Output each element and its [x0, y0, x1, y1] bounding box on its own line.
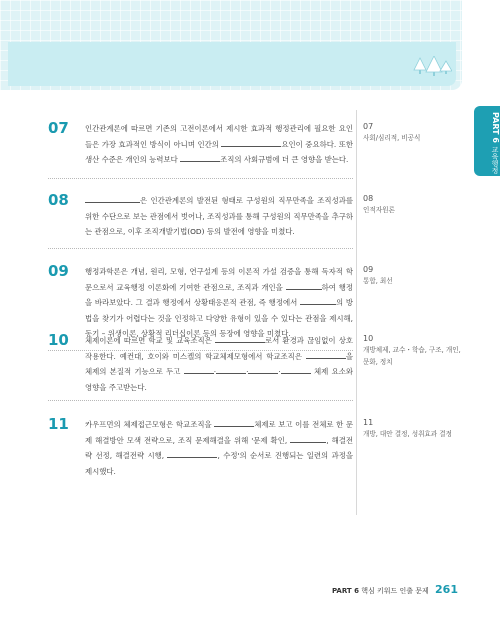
answer-number: 11 [363, 418, 374, 427]
question-divider [48, 400, 353, 401]
pine-trees-icon [412, 56, 452, 78]
question-number: 10 [48, 331, 69, 349]
answer-blank[interactable] [290, 434, 326, 443]
answer-number: 10 [363, 334, 374, 343]
answer-08 [363, 193, 463, 216]
answer-blank[interactable] [214, 418, 254, 427]
header-banner-panel [8, 42, 456, 86]
side-tab-part: PART 6 [491, 112, 500, 143]
page-number: 261 [435, 583, 458, 596]
question-number: 07 [48, 119, 69, 137]
question-text: 카우프먼의 체제접근모형은 학교조직을 체제로 보고 이를 전체로 한 문제 해결방안 모색 전략으로, 조직 문제해결을 위해 '문제 확인, , 해결전략 선정, 해결전략 시행, , 수정'의 순서로 진행되는 일련의 과정을 제시했다. [85, 420, 354, 476]
answer-blank[interactable] [180, 153, 220, 162]
answer-number: 07 [363, 122, 374, 131]
page-footer [332, 583, 458, 596]
question-divider [48, 248, 353, 249]
answer-07 [363, 121, 463, 144]
answer-blank[interactable] [281, 365, 311, 374]
answer-blank[interactable] [85, 194, 140, 203]
footer-label: 핵심 키워드 인출 문제 [361, 587, 429, 595]
answer-text: 개방체제, 교수・학습, 구조, 개인, 문화, 정치 [363, 346, 461, 366]
question-number: 09 [48, 262, 69, 280]
answer-text: 개방, 대안 결정, 성취효과 결정 [363, 430, 453, 438]
question-text: 은 인간관계론의 발전된 형태로 구성원의 직무만족을 조직성과를 위한 수단으로 보는 관점에서 벗어나, 조직성과를 통해 구성원의 직무만족을 추구하는 관점으로, 이후 조직개발기법(OD) 등의 발전에 영향을 미쳤다. [85, 196, 353, 236]
answer-text: 통합, 최선 [363, 277, 393, 285]
header-banner [0, 0, 462, 90]
answer-10 [363, 333, 463, 368]
question-number: 08 [48, 191, 69, 209]
answer-blank[interactable] [221, 138, 281, 147]
question-number: 11 [48, 415, 69, 433]
answer-11 [363, 417, 463, 440]
answer-blank[interactable] [215, 334, 265, 343]
answer-text: 사회/심리적, 비공식 [363, 134, 421, 142]
question-text: 인간관계론에 따르면 기존의 고전이론에서 제시한 효과적 행정관리에 필요한 요인들은 가장 효과적인 방식이 아니며 인간의 요인이 중요하다. 또한 생산 수준은 개인의 능력보다 조직의 사회규범에 더 큰 영향을 받는다. [85, 124, 353, 164]
answer-blank[interactable] [167, 449, 217, 458]
answer-number: 09 [363, 265, 374, 274]
footer-part: PART 6 [331, 587, 360, 595]
answer-blank[interactable] [286, 281, 322, 290]
answer-number: 08 [363, 194, 374, 203]
answer-blank[interactable] [184, 365, 214, 374]
question-divider [48, 178, 353, 179]
answer-blank[interactable] [300, 296, 336, 305]
answer-blank[interactable] [306, 350, 346, 359]
answer-09 [363, 264, 463, 287]
question-text: 행정과학론은 개념, 원리, 모형, 연구설계 등의 이론적 가설 검증을 통해 독자적 학문으로서 교육행정 이론화에 기여한 관점으로, 조직과 개인을 하여 행정을 바라보았다. 그 결과 행정에서 상황태응론적 관점, 즉 행정에서 의 방법을 찾기가 어렵다는 것을 인정하고 다양한 유형이 있을 수 있다는 관점을 제시해, 동기 – 위생이론, 상황적 리더십이론 등의 등장에 영향을 미쳤다. [85, 267, 354, 338]
answer-blank[interactable] [216, 365, 246, 374]
answer-text: 인적자원론 [363, 206, 395, 214]
question-text: 체제이론에 따르면 학교 및 교육조직은 로서 환경과 끊임없이 상호작용한다. 예컨대, 호이와 미스켈의 학교체제모형에서 학교조직은 을 체제의 본질적 기능으로 두고 · · · 체제 요소와 영향을 주고받는다. [85, 336, 353, 392]
side-tab-subject: 교육행정 [491, 146, 499, 174]
part-side-tab [474, 106, 500, 176]
answer-column-divider [356, 110, 357, 515]
answer-blank[interactable] [248, 365, 278, 374]
